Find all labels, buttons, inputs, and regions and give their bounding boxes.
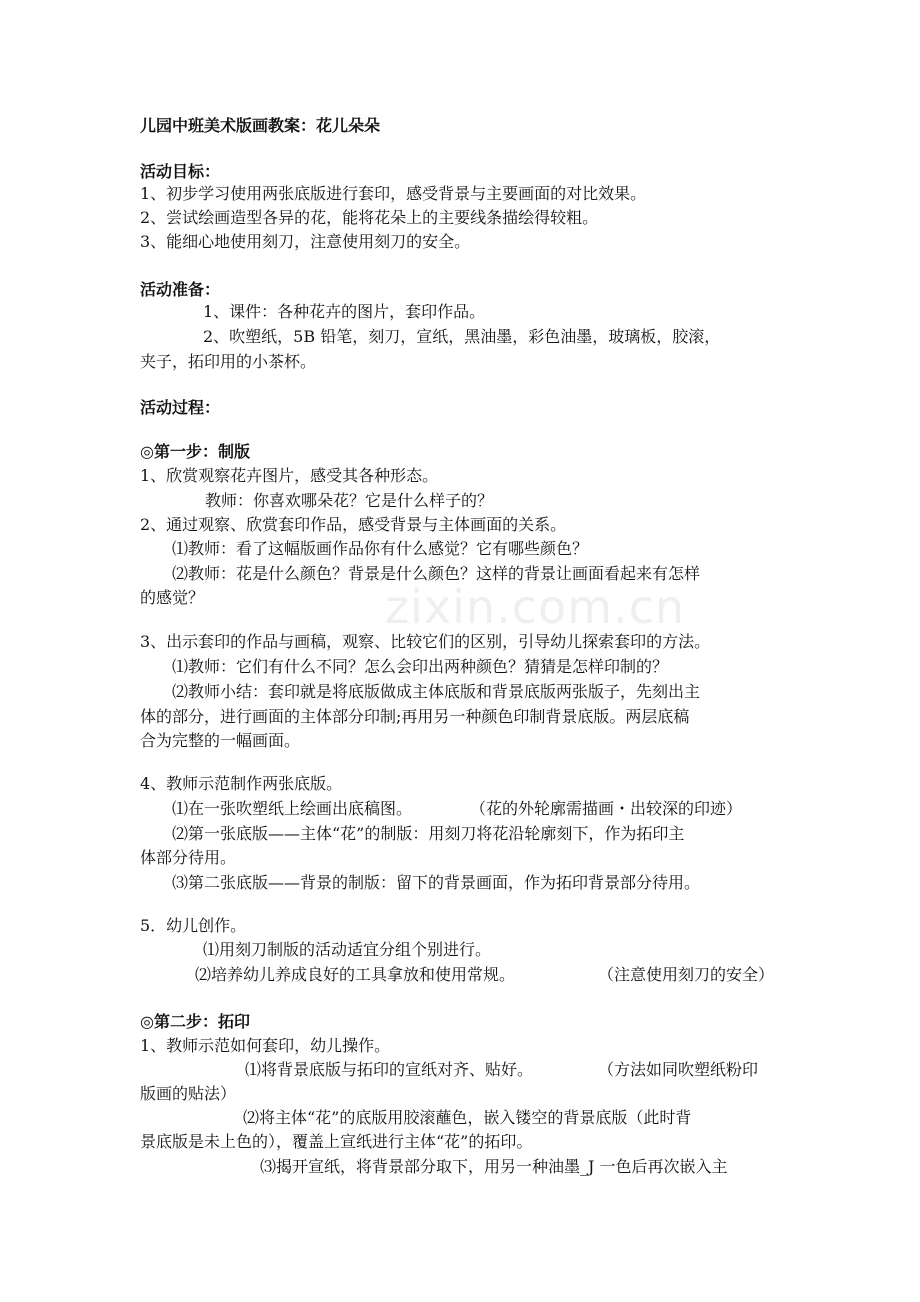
step1-line: 合为完整的一幅画面。 [140, 731, 301, 750]
prep-item: 夹子，拓印用的小茶杯。 [140, 352, 317, 371]
step1-line: ⑴在一张吹塑纸上绘画出底稿图。 [172, 799, 413, 818]
step1-line: ⑵教师小结：套印就是将底版做成主体底版和背景底版两张版子，先刻出主 [172, 682, 701, 701]
step2-line: ⑴将背景底版与拓印的宣纸对齐、贴好。 [245, 1060, 534, 1079]
step1-line: 体部分待用。 [140, 848, 237, 867]
step1-line: ⑴教师：看了这幅版画作品你有什么感觉？它有哪些颜色？ [172, 539, 589, 558]
goal-item: 3、能细心地使用刻刀，注意使用刻刀的安全。 [140, 232, 471, 251]
step1-line: 教师：你喜欢哪朵花？它是什么样子的？ [205, 491, 494, 510]
step1-line: ⑴用刻刀制版的活动适宜分组个别进行。 [203, 940, 492, 959]
goals-heading: 活动目标： [140, 162, 221, 181]
step1-line: 5．幼儿创作。 [140, 916, 247, 935]
step1-line: 1、欣赏观察花卉图片，感受其各种形态。 [140, 466, 439, 485]
step1-line: 4、教师示范制作两张底版。 [140, 774, 343, 793]
step2-line: ⑶揭开宣纸，将背景部分取下，用另一种油墨_J 一色后再次嵌入主 [260, 1157, 728, 1176]
step1-note: （花的外轮廓需描画・出较深的印迹） [470, 799, 743, 818]
step1-line: ⑵第一张底版——主体“花”的制版：用刻刀将花沿轮廓刻下，作为拓印主 [172, 824, 685, 843]
step1-line: 体的部分，进行画面的主体部分印制;再用另一种颜色印制背景底版。两层底稿 [140, 707, 690, 726]
step2-line: 1、教师示范如何套印，幼儿操作。 [140, 1036, 391, 1055]
step2-note: （方法如同吹塑纸粉印 [598, 1060, 759, 1079]
step1-line: 3、出示套印的作品与画稿，观察、比较它们的区别，引导幼儿探索套印的方法。 [140, 632, 711, 651]
step2-line: 景底版是未上色的），覆盖上宣纸进行主体“花”的拓印。 [140, 1132, 533, 1151]
step1-line: 2、通过观察、欣赏套印作品，感受背景与主体画面的关系。 [140, 515, 567, 534]
prep-heading: 活动准备： [140, 280, 221, 299]
step1-line: ⑴教师：它们有什么不同？怎么会印出两种颜色？猜猜是怎样印制的？ [172, 657, 669, 676]
doc-title: 儿园中班美术版画教案：花儿朵朵 [140, 116, 381, 135]
step1-note: （注意使用刻刀的安全） [598, 965, 775, 984]
step1-line: ⑵教师：花是什么颜色？背景是什么颜色？这样的背景让画面看起来有怎样 [172, 564, 701, 583]
goal-item: 2、尝试绘画造型各异的花，能将花朵上的主要线条描绘得较粗。 [140, 208, 599, 227]
step2-heading: ◎第二步：拓印 [140, 1012, 250, 1031]
prep-item: 1、课件：各种花卉的图片，套印作品。 [203, 302, 486, 321]
step1-heading: ◎第一步：制版 [140, 442, 250, 461]
step2-line: 版画的贴法） [140, 1084, 237, 1103]
step2-line: ⑵将主体“花”的底版用胶滚蘸色，嵌入镂空的背景底版（此时背 [243, 1108, 692, 1127]
prep-item: 2、吹塑纸，5B 铅笔，刻刀，宣纸，黑油墨，彩色油墨，玻璃板，胶滚， [203, 327, 721, 346]
step1-line: 的感觉？ [140, 588, 205, 607]
process-heading: 活动过程： [140, 398, 221, 417]
watermark: zixin.com.cn [385, 580, 686, 634]
step1-line: ⑶第二张底版——背景的制版：留下的背景画面，作为拓印背景部分待用。 [172, 873, 701, 892]
step1-line: ⑵培养幼儿养成良好的工具拿放和使用常规。 [195, 965, 516, 984]
goal-item: 1、初步学习使用两张底版进行套印，感受背景与主要画面的对比效果。 [140, 184, 647, 203]
